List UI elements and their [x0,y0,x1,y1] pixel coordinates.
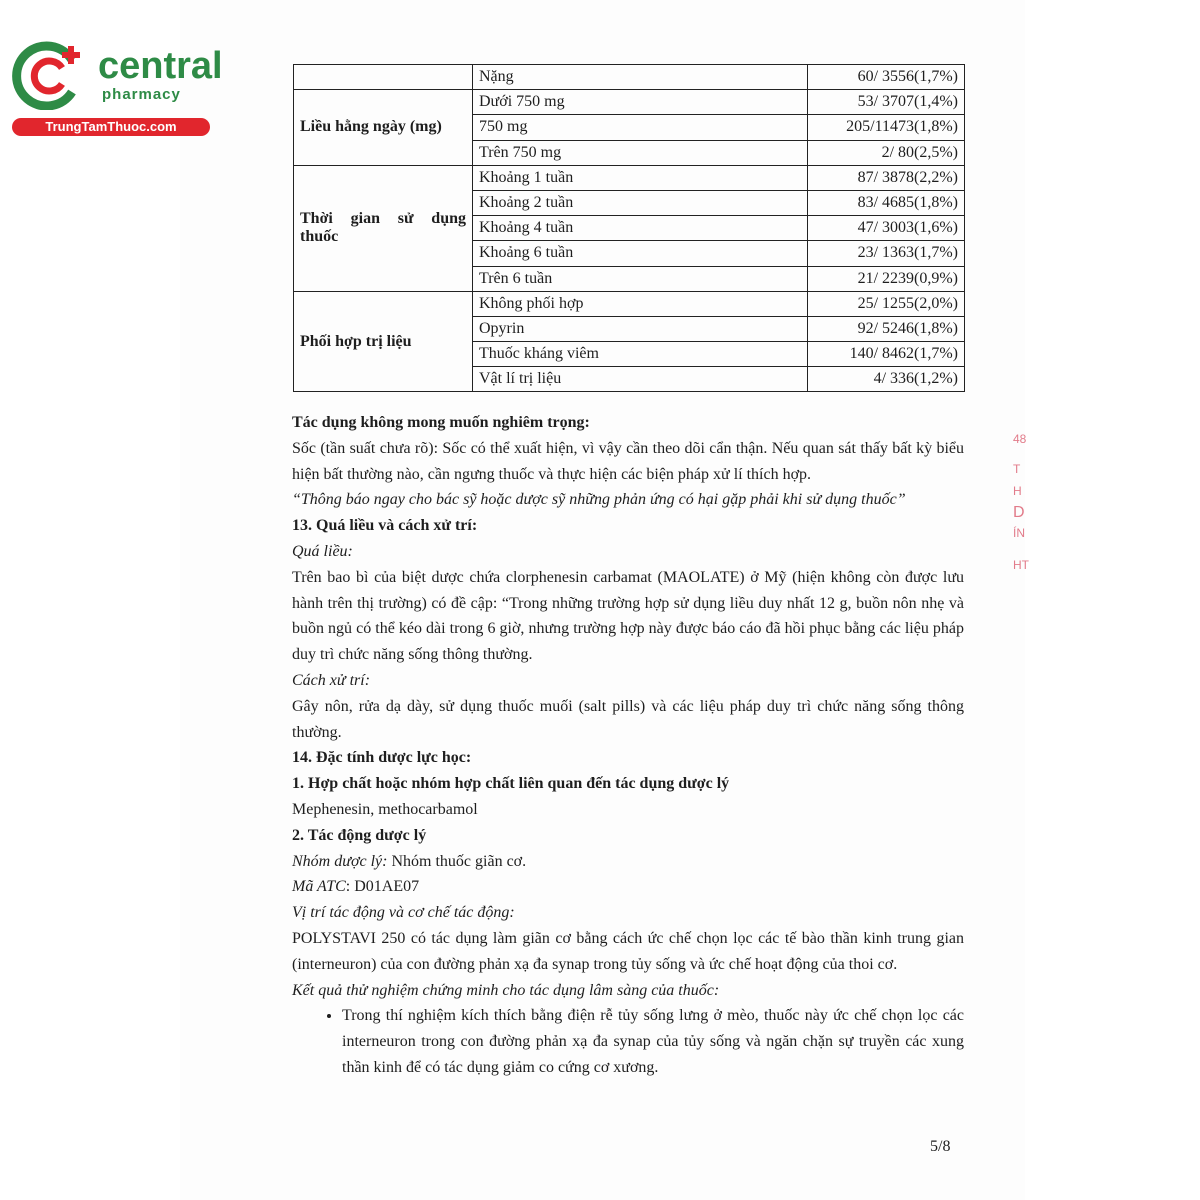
group-label: Liều hằng ngày (mg) [294,90,473,166]
row-value: 21/ 2239(0,9%) [808,266,965,291]
related-compounds: Mephenesin, methocarbamol [292,800,478,818]
stamp-text: ÍN [1013,526,1025,540]
row-value: 2/ 80(2,5%) [808,140,965,165]
row-value: 4/ 336(1,2%) [808,367,965,392]
table-row [294,165,965,190]
row-label: Khoảng 4 tuần [473,216,808,241]
row-value: 205/11473(1,8%) [808,115,965,140]
row-value: 83/ 4685(1,8%) [808,190,965,215]
pharmacological-group [292,849,964,875]
group-label: Nhóm dược lý: [292,852,388,870]
row-value: 92/ 5246(1,8%) [808,316,965,341]
document-body [292,410,964,1081]
row-label: Vật lí trị liệu [473,367,808,392]
row-label: Thuốc kháng viêm [473,342,808,367]
row-label: Trên 750 mg [473,140,808,165]
row-label: Khoảng 1 tuần [473,165,808,190]
row-value: 23/ 1363(1,7%) [808,241,965,266]
mechanism-paragraph: POLYSTAVI 250 có tác dụng làm giãn cơ bằng cách ức chế chọn lọc các tế bào thần kinh trung gian (interneuron) của con đường phản xạ đa synap trong tủy sống và ức chế hoạt động của thoi cơ. [292,929,964,973]
stamp-text: 48 [1013,432,1027,446]
stamp-text: T [1013,462,1021,476]
stamp-text: HT [1013,558,1029,572]
subsection-2-heading: 2. Tác động dược lý [292,826,427,844]
adverse-effects-table [293,64,965,392]
table-row [294,90,965,115]
report-notice: “Thông báo ngay cho bác sỹ hoặc dược sỹ những phản ứng có hại gặp phải khi sử dụng thuốc” [292,491,906,509]
shock-paragraph: Sốc (tần suất chưa rõ): Sốc có thể xuất hiện, vì vậy cần theo dõi cẩn thận. Nếu quan sát thấy bất kỳ biểu hiện bất thường nào, cần ngưng thuốc và thực hiện các biện pháp xử lí thích hợp. [292,439,964,483]
logo-brand: central [98,45,223,87]
subsection-1-heading: 1. Hợp chất hoặc nhóm hợp chất liên quan đến tác dụng dược lý [292,775,730,793]
row-label: Dưới 750 mg [473,90,808,115]
logo-site-banner: TrungTamThuoc.com [12,118,210,136]
row-label: 750 mg [473,115,808,140]
row-value: 60/ 3556(1,7%) [808,65,965,90]
stamp-text: D [1013,504,1025,521]
row-label: Không phối hợp [473,291,808,316]
atc-label: Mã ATC [292,878,346,896]
row-value: 25/ 1255(2,0%) [808,291,965,316]
row-value: 140/ 8462(1,7%) [808,342,965,367]
section-14-heading: 14. Đặc tính dược lực học: [292,749,472,767]
page-number: 5/8 [930,1138,951,1155]
mechanism-label: Vị trí tác động và cơ chế tác động: [292,904,515,922]
atc-code [292,874,964,900]
treatment-paragraph: Gây nôn, rửa dạ dày, sử dụng thuốc muối (salt pills) và các liệu pháp duy trì chức năng sống thông thường. [292,697,964,741]
treatment-label: Cách xử trí: [292,671,371,689]
row-label: Nặng [473,65,808,90]
results-label: Kết quả thử nghiệm chứng minh cho tác dụng lâm sàng của thuốc: [292,981,720,999]
central-logo-icon [10,40,90,110]
group-label: Phối hợp trị liệu [294,291,473,392]
row-value: 87/ 3878(2,2%) [808,165,965,190]
row-label: Khoảng 2 tuần [473,190,808,215]
stamp-fragment [1005,432,1035,592]
central-pharmacy-logo[interactable] [10,38,223,138]
stamp-text: H [1013,484,1022,498]
table-row [294,65,965,90]
row-value: 53/ 3707(1,4%) [808,90,965,115]
group-value: Nhóm thuốc giãn cơ. [387,852,527,870]
overdose-label: Quá liều: [292,542,353,560]
section-13-heading: 13. Quá liều và cách xử trí: [292,517,478,535]
logo-subtitle: pharmacy [102,86,181,103]
group-label: Thời gian sử dụng thuốc [294,165,473,291]
row-label: Khoảng 6 tuần [473,241,808,266]
row-label: Opyrin [473,316,808,341]
group-label [294,65,473,90]
list-item: • Trong thí nghiệm kích thích bằng điện rễ tủy sống lưng ở mèo, thuốc này ức chế chọn lọc các interneuron trong con đường phản xạ đa synap của tủy sống và ngăn chặn sự truyền các xung thần kinh để có tác dụng giảm co cứng cơ xương. [342,1003,964,1080]
row-label: Trên 6 tuần [473,266,808,291]
table-row [294,291,965,316]
results-list [292,1003,964,1080]
row-value: 47/ 3003(1,6%) [808,216,965,241]
serious-effects-heading: Tác dụng không mong muốn nghiêm trọng: [292,414,590,431]
atc-value: : D01AE07 [345,878,420,896]
overdose-paragraph: Trên bao bì của biệt dược chứa clorphenesin carbamat (MAOLATE) ở Mỹ (hiện không còn được lưu hành trên thị trường) có đề cập: “Trong những trường hợp sử dụng liều duy nhất 12 g, buồn nôn nhẹ và buồn ngủ có thể kéo dài trong 6 giờ, nhưng trường hợp này được báo cáo đã hồi phục bằng các liệu pháp duy trì chức năng sống thông thường. [292,568,964,664]
